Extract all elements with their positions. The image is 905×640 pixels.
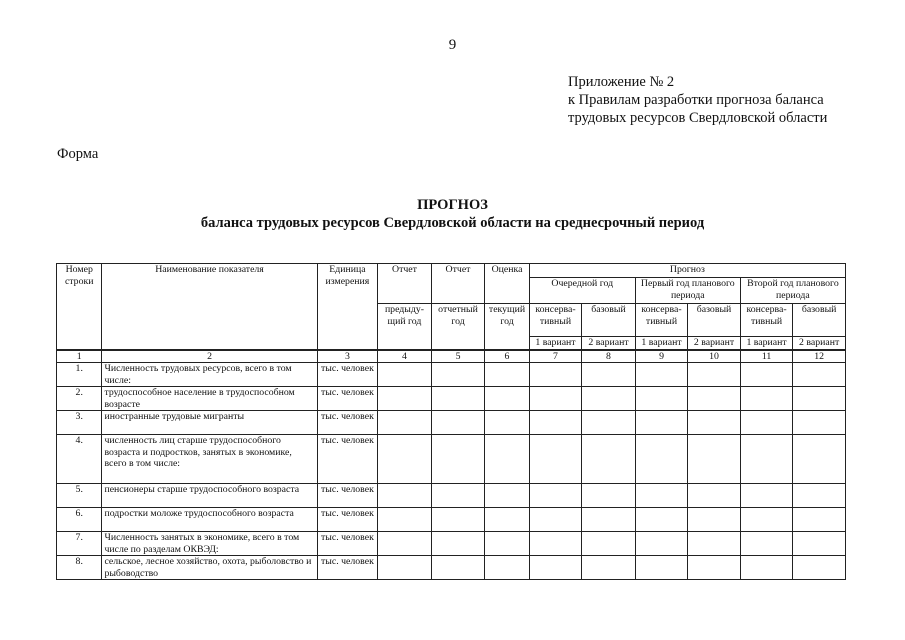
column-number: 3	[317, 350, 378, 363]
unit-cell: тыс. человек	[317, 556, 378, 580]
value-cell[interactable]	[688, 508, 741, 532]
value-cell[interactable]	[485, 484, 529, 508]
value-cell[interactable]	[378, 411, 432, 435]
row-number: 2.	[57, 387, 102, 411]
column-number: 10	[688, 350, 741, 363]
value-cell[interactable]	[688, 435, 741, 484]
unit-cell: тыс. человек	[317, 508, 378, 532]
header-estimate: Оценка	[485, 264, 529, 304]
value-cell[interactable]	[529, 532, 582, 556]
value-cell[interactable]	[740, 508, 793, 532]
appendix-line-3: трудовых ресурсов Свердловской области	[568, 110, 828, 126]
table-row	[57, 556, 846, 580]
value-cell[interactable]	[378, 363, 432, 387]
title-main: ПРОГНОЗ	[417, 197, 488, 213]
value-cell[interactable]	[635, 435, 688, 484]
header-base: базовый	[793, 304, 846, 337]
header-second-plan-year: Второй год планового периода	[740, 278, 845, 304]
value-cell[interactable]	[740, 556, 793, 580]
appendix-line-1: Приложение № 2	[568, 74, 675, 90]
value-cell[interactable]	[688, 484, 741, 508]
column-number: 8	[582, 350, 636, 363]
column-number: 7	[529, 350, 582, 363]
indicator-name: подростки моложе трудоспособного возраста	[102, 508, 317, 532]
value-cell[interactable]	[688, 532, 741, 556]
row-number: 3.	[57, 411, 102, 435]
value-cell[interactable]	[529, 508, 582, 532]
appendix-line-2: к Правилам разработки прогноза баланса	[568, 92, 824, 108]
table-row	[57, 435, 846, 484]
header-report-2: Отчет	[431, 264, 485, 304]
unit-cell: тыс. человек	[317, 532, 378, 556]
indicator-name: пенсионеры старше трудоспособного возраста	[102, 484, 317, 508]
value-cell[interactable]	[378, 435, 432, 484]
header-prev-year: предыду-щий год	[378, 304, 432, 350]
value-cell[interactable]	[740, 411, 793, 435]
unit-cell: тыс. человек	[317, 387, 378, 411]
header-variant-2: 2 вариант	[688, 337, 741, 350]
value-cell[interactable]	[688, 387, 741, 411]
header-forecast: Прогноз	[529, 264, 845, 278]
appendix-block	[568, 73, 827, 127]
header-variant-1: 1 вариант	[635, 337, 688, 350]
value-cell[interactable]	[740, 387, 793, 411]
value-cell[interactable]	[485, 556, 529, 580]
value-cell[interactable]	[740, 435, 793, 484]
labor-balance-table	[56, 263, 846, 580]
row-number: 6.	[57, 508, 102, 532]
value-cell[interactable]	[378, 484, 432, 508]
value-cell[interactable]	[635, 363, 688, 387]
header-unit: Единица измерения	[317, 264, 378, 350]
table-row	[57, 508, 846, 532]
table-row	[57, 411, 846, 435]
value-cell[interactable]	[431, 411, 485, 435]
unit-cell: тыс. человек	[317, 411, 378, 435]
unit-cell: тыс. человек	[317, 484, 378, 508]
value-cell[interactable]	[431, 435, 485, 484]
page-number: 9	[448, 37, 457, 53]
table-body	[57, 363, 846, 580]
value-cell[interactable]	[582, 532, 636, 556]
header-report-1: Отчет	[378, 264, 432, 304]
value-cell[interactable]	[485, 508, 529, 532]
row-number: 1.	[57, 363, 102, 387]
column-number: 5	[431, 350, 485, 363]
value-cell[interactable]	[793, 363, 846, 387]
value-cell[interactable]	[529, 411, 582, 435]
value-cell[interactable]	[635, 508, 688, 532]
value-cell[interactable]	[431, 508, 485, 532]
value-cell[interactable]	[378, 556, 432, 580]
indicator-name: трудоспособное население в трудоспособном возрасте	[102, 387, 317, 411]
table-row	[57, 484, 846, 508]
value-cell[interactable]	[582, 556, 636, 580]
value-cell[interactable]	[740, 363, 793, 387]
column-number: 11	[740, 350, 793, 363]
value-cell[interactable]	[485, 387, 529, 411]
document-title	[0, 196, 905, 232]
value-cell[interactable]	[529, 484, 582, 508]
value-cell[interactable]	[431, 532, 485, 556]
row-number: 7.	[57, 532, 102, 556]
column-number: 12	[793, 350, 846, 363]
value-cell[interactable]	[485, 435, 529, 484]
header-conservative: консерва-тивный	[529, 304, 582, 337]
table-row	[57, 532, 846, 556]
value-cell[interactable]	[378, 508, 432, 532]
column-number: 2	[102, 350, 317, 363]
value-cell[interactable]	[529, 556, 582, 580]
value-cell[interactable]	[793, 484, 846, 508]
row-number: 8.	[57, 556, 102, 580]
form-label: Форма	[57, 146, 99, 162]
value-cell[interactable]	[688, 411, 741, 435]
table-row	[57, 363, 846, 387]
value-cell[interactable]	[582, 363, 636, 387]
row-number: 4.	[57, 435, 102, 484]
indicator-name: Численность трудовых ресурсов, всего в том числе:	[102, 363, 317, 387]
value-cell[interactable]	[378, 532, 432, 556]
row-number: 5.	[57, 484, 102, 508]
column-number: 1	[57, 350, 102, 363]
column-number: 4	[378, 350, 432, 363]
value-cell[interactable]	[431, 363, 485, 387]
value-cell[interactable]	[635, 387, 688, 411]
value-cell[interactable]	[582, 508, 636, 532]
column-number-row	[57, 350, 846, 363]
table-row	[57, 387, 846, 411]
header-variant-1: 1 вариант	[740, 337, 793, 350]
indicator-name: иностранные трудовые мигранты	[102, 411, 317, 435]
value-cell[interactable]	[635, 532, 688, 556]
value-cell[interactable]	[431, 556, 485, 580]
indicator-name: Численность занятых в экономике, всего в том числе по разделам ОКВЭД:	[102, 532, 317, 556]
value-cell[interactable]	[793, 411, 846, 435]
value-cell[interactable]	[793, 532, 846, 556]
value-cell[interactable]	[793, 556, 846, 580]
value-cell[interactable]	[688, 556, 741, 580]
header-variant-2: 2 вариант	[793, 337, 846, 350]
value-cell[interactable]	[529, 435, 582, 484]
value-cell[interactable]	[529, 363, 582, 387]
value-cell[interactable]	[635, 556, 688, 580]
value-cell[interactable]	[740, 484, 793, 508]
header-variant-2: 2 вариант	[582, 337, 636, 350]
value-cell[interactable]	[635, 484, 688, 508]
column-number: 6	[485, 350, 529, 363]
header-indicator: Наименование показателя	[102, 264, 317, 350]
indicator-name: численность лиц старше трудоспособного возраста и подростков, занятых в экономике, всего в том числе:	[102, 435, 317, 484]
indicator-name: сельское, лесное хозяйство, охота, рыболовство и рыбоводство	[102, 556, 317, 580]
unit-cell: тыс. человек	[317, 363, 378, 387]
value-cell[interactable]	[582, 484, 636, 508]
header-conservative: консерва-тивный	[740, 304, 793, 337]
value-cell[interactable]	[431, 387, 485, 411]
header-current-year: текущий год	[485, 304, 529, 350]
header-next-year: Очередной год	[529, 278, 635, 304]
value-cell[interactable]	[793, 387, 846, 411]
value-cell[interactable]	[635, 411, 688, 435]
header-base: базовый	[688, 304, 741, 337]
value-cell[interactable]	[793, 508, 846, 532]
header-variant-1: 1 вариант	[529, 337, 582, 350]
value-cell[interactable]	[529, 387, 582, 411]
header-base: базовый	[582, 304, 636, 337]
header-row-number: Номер строки	[57, 264, 102, 350]
header-conservative: консерва-тивный	[635, 304, 688, 337]
header-report-year: отчетный год	[431, 304, 485, 350]
value-cell[interactable]	[485, 411, 529, 435]
value-cell[interactable]	[793, 435, 846, 484]
value-cell[interactable]	[582, 387, 636, 411]
value-cell[interactable]	[582, 435, 636, 484]
value-cell[interactable]	[582, 411, 636, 435]
value-cell[interactable]	[378, 387, 432, 411]
value-cell[interactable]	[485, 532, 529, 556]
column-number: 9	[635, 350, 688, 363]
unit-cell: тыс. человек	[317, 435, 378, 484]
value-cell[interactable]	[740, 532, 793, 556]
value-cell[interactable]	[431, 484, 485, 508]
title-sub: баланса трудовых ресурсов Свердловской области на среднесрочный период	[200, 215, 705, 231]
value-cell[interactable]	[485, 363, 529, 387]
value-cell[interactable]	[688, 363, 741, 387]
header-first-plan-year: Первый год планового периода	[635, 278, 740, 304]
